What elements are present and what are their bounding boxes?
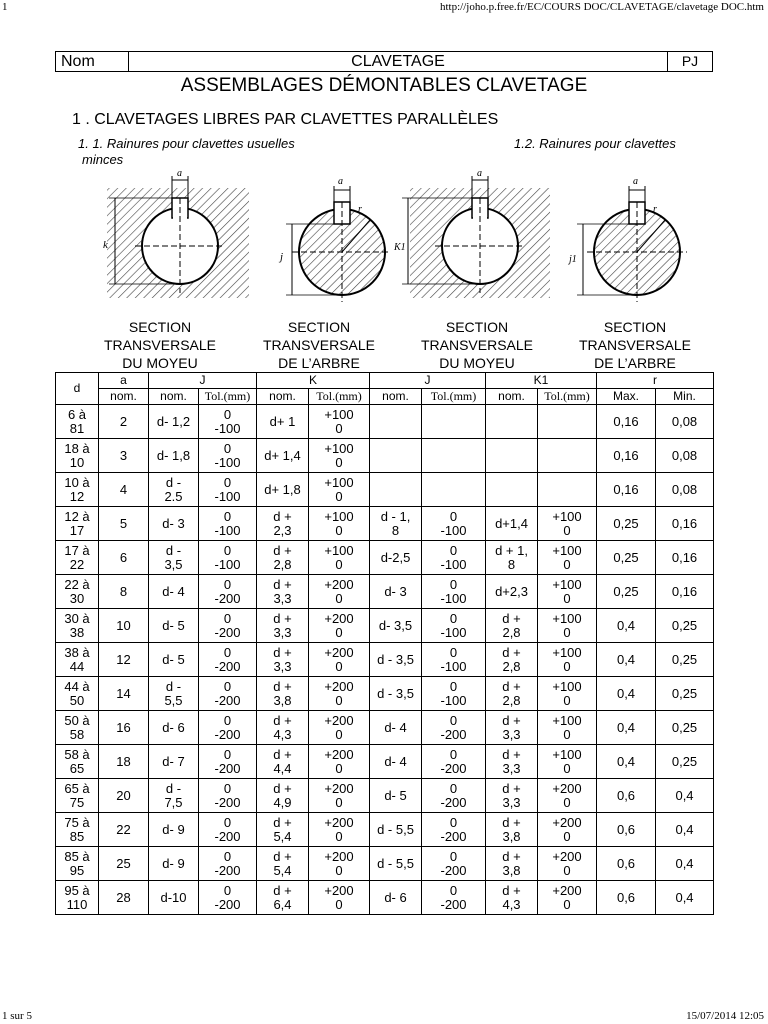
page-count: 1 sur 5 — [2, 1010, 32, 1022]
cell-j-thin-nom — [370, 405, 422, 439]
cell-j-tol: 0 -200 — [199, 643, 257, 677]
cell-j-thin-tol: 0 -100 — [422, 507, 486, 541]
cell-j-tol: 0 -100 — [199, 473, 257, 507]
cell-k1-nom — [486, 473, 538, 507]
cell-k1-nom: d + 3,3 — [486, 745, 538, 779]
cell-d-range: 18 à 10 — [56, 439, 99, 473]
cell-r-max: 0,6 — [597, 779, 656, 813]
table-row — [56, 677, 714, 711]
header-k: K — [257, 373, 370, 389]
cell-k1-tol: +100 0 — [538, 541, 597, 575]
pj-label: PJ — [668, 52, 713, 72]
cell-k1-nom: d+2,3 — [486, 575, 538, 609]
caption-shaft-4: SECTION TRANSVERSALE DE L’ARBRE — [578, 319, 692, 371]
cell-j-tol: 0 -100 — [199, 439, 257, 473]
cell-k-nom: d + 6,4 — [257, 881, 309, 915]
cell-j-tol: 0 -200 — [199, 881, 257, 915]
cell-k-tol: +200 0 — [309, 643, 370, 677]
cell-k-tol: +200 0 — [309, 881, 370, 915]
cell-k-nom: d + 3,3 — [257, 575, 309, 609]
cell-j-thin-nom: d - 5,5 — [370, 813, 422, 847]
table-row — [56, 541, 714, 575]
cell-j-thin-tol — [422, 473, 486, 507]
cell-a-nom: 3 — [99, 439, 149, 473]
cell-r-max: 0,16 — [597, 473, 656, 507]
cell-j-thin-nom — [370, 473, 422, 507]
cell-j-tol: 0 -200 — [199, 847, 257, 881]
header-a-nom: nom. — [99, 389, 149, 405]
cell-d-range: 22 à 30 — [56, 575, 99, 609]
cell-k-nom: d + 4,9 — [257, 779, 309, 813]
cell-j-nom: d- 4 — [149, 575, 199, 609]
cell-r-min: 0,4 — [656, 847, 714, 881]
cell-d-range: 50 à 58 — [56, 711, 99, 745]
cell-a-nom: 22 — [99, 813, 149, 847]
subsection-left: 1. 1. Rainures pour clavettes usuelles — [78, 136, 295, 151]
cell-a-nom: 2 — [99, 405, 149, 439]
cell-k-tol: +200 0 — [309, 847, 370, 881]
cell-k1-nom: d + 3,8 — [486, 813, 538, 847]
cell-a-nom: 10 — [99, 609, 149, 643]
cell-r-min: 0,25 — [656, 609, 714, 643]
cell-j-thin-tol: 0 -200 — [422, 745, 486, 779]
header-j: J — [149, 373, 257, 389]
cell-k1-nom: d + 1, 8 — [486, 541, 538, 575]
cell-k1-tol: +100 0 — [538, 745, 597, 779]
cell-r-min: 0,25 — [656, 643, 714, 677]
cell-j-thin-tol: 0 -200 — [422, 711, 486, 745]
cell-r-max: 0,16 — [597, 439, 656, 473]
cell-k1-nom: d + 4,3 — [486, 881, 538, 915]
cell-j-nom: d - 3,5 — [149, 541, 199, 575]
cell-k-tol: +200 0 — [309, 677, 370, 711]
cell-j-thin-tol: 0 -200 — [422, 813, 486, 847]
caption-hub-3: SECTION TRANSVERSALE DU MOYEU — [420, 319, 534, 371]
cell-j-nom: d- 9 — [149, 813, 199, 847]
cell-j-thin-nom: d- 4 — [370, 745, 422, 779]
cell-j-nom: d-10 — [149, 881, 199, 915]
table-row — [56, 813, 714, 847]
cell-j-thin-tol — [422, 405, 486, 439]
header-j-tol: Tol.(mm) — [199, 389, 257, 405]
cell-r-min: 0,25 — [656, 711, 714, 745]
subsection-left-continued: minces — [82, 152, 124, 167]
cell-a-nom: 14 — [99, 677, 149, 711]
document-name: CLAVETAGE — [129, 52, 668, 72]
cell-k-tol: +100 0 — [309, 507, 370, 541]
cell-k1-nom — [486, 439, 538, 473]
header-k1-nom: nom. — [486, 389, 538, 405]
cell-r-max: 0,4 — [597, 609, 656, 643]
hub-section-figure-1 — [95, 168, 255, 308]
cell-r-max: 0,6 — [597, 813, 656, 847]
cell-k-nom: d + 5,4 — [257, 847, 309, 881]
cell-j-thin-nom: d - 3,5 — [370, 677, 422, 711]
header-j-thin-nom: nom. — [370, 389, 422, 405]
cell-j-thin-tol: 0 -100 — [422, 677, 486, 711]
cell-k-tol: +200 0 — [309, 711, 370, 745]
cell-k-nom: d+ 1,4 — [257, 439, 309, 473]
table-row — [56, 779, 714, 813]
cell-j-tol: 0 -200 — [199, 779, 257, 813]
cell-k-nom: d+ 1 — [257, 405, 309, 439]
cell-j-thin-nom: d- 5 — [370, 779, 422, 813]
cell-j-nom: d- 3 — [149, 507, 199, 541]
cell-a-nom: 25 — [99, 847, 149, 881]
cell-d-range: 12 à 17 — [56, 507, 99, 541]
cell-k1-tol: +200 0 — [538, 847, 597, 881]
cell-k1-tol: +100 0 — [538, 507, 597, 541]
cell-k-tol: +100 0 — [309, 473, 370, 507]
cell-r-min: 0,08 — [656, 405, 714, 439]
table-row — [56, 711, 714, 745]
table-row — [56, 643, 714, 677]
cell-j-nom: d- 1,2 — [149, 405, 199, 439]
cell-j-nom: d- 1,8 — [149, 439, 199, 473]
subsection-right: 1.2. Rainures pour clavettes — [514, 136, 676, 151]
page-title: ASSEMBLAGES DÉMONTABLES CLAVETAGE — [180, 75, 588, 96]
cell-k1-tol: +200 0 — [538, 779, 597, 813]
cell-k-nom: d + 2,8 — [257, 541, 309, 575]
dim-a-1: a — [177, 168, 182, 179]
hub-section-figure-3 — [390, 168, 555, 308]
cell-k-nom: d + 3,3 — [257, 643, 309, 677]
cell-d-range: 38 à 44 — [56, 643, 99, 677]
dim-a-2: a — [338, 176, 343, 187]
cell-r-min: 0,16 — [656, 575, 714, 609]
dim-r-2: r — [358, 204, 362, 215]
cell-r-max: 0,25 — [597, 507, 656, 541]
cell-d-range: 95 à 110 — [56, 881, 99, 915]
cell-j-thin-tol: 0 -200 — [422, 881, 486, 915]
table-row — [56, 847, 714, 881]
cell-r-min: 0,4 — [656, 779, 714, 813]
cell-k1-tol — [538, 405, 597, 439]
cell-j-tol: 0 -200 — [199, 677, 257, 711]
cell-k1-nom: d + 3,8 — [486, 847, 538, 881]
cell-k-tol: +200 0 — [309, 779, 370, 813]
cell-k1-tol — [538, 439, 597, 473]
table-row — [56, 881, 714, 915]
dim-a-4: a — [633, 176, 638, 187]
table-row — [56, 473, 714, 507]
header-k1: K1 — [486, 373, 597, 389]
cell-k1-nom — [486, 405, 538, 439]
cell-k1-nom: d+1,4 — [486, 507, 538, 541]
cell-k-nom: d + 4,3 — [257, 711, 309, 745]
cell-r-min: 0,4 — [656, 813, 714, 847]
cell-k1-nom: d + 3,3 — [486, 779, 538, 813]
nom-label: Nom — [56, 52, 129, 72]
cell-d-range: 65 à 75 — [56, 779, 99, 813]
cell-k1-tol: +100 0 — [538, 643, 597, 677]
cell-j-thin-tol: 0 -100 — [422, 609, 486, 643]
cell-r-max: 0,4 — [597, 711, 656, 745]
table-row — [56, 609, 714, 643]
cell-k-nom: d + 3,3 — [257, 609, 309, 643]
cell-j-tol: 0 -200 — [199, 575, 257, 609]
table-row — [56, 745, 714, 779]
cell-k1-tol: +100 0 — [538, 711, 597, 745]
cell-r-min: 0,25 — [656, 677, 714, 711]
dim-k-1: k — [103, 239, 108, 251]
cell-j-thin-nom: d- 6 — [370, 881, 422, 915]
cell-a-nom: 5 — [99, 507, 149, 541]
cell-k-nom: d + 3,8 — [257, 677, 309, 711]
section-title: 1 . CLAVETAGES LIBRES PAR CLAVETTES PARALLÈLES — [72, 111, 499, 128]
cell-j-tol: 0 -200 — [199, 745, 257, 779]
cell-k-tol: +100 0 — [309, 439, 370, 473]
cell-j-nom: d- 9 — [149, 847, 199, 881]
cell-d-range: 75 à 85 — [56, 813, 99, 847]
cell-d-range: 58 à 65 — [56, 745, 99, 779]
header-d: d — [56, 373, 99, 405]
cell-a-nom: 4 — [99, 473, 149, 507]
cell-j-thin-nom: d- 4 — [370, 711, 422, 745]
header-r-max: Max. — [597, 389, 656, 405]
cell-d-range: 10 à 12 — [56, 473, 99, 507]
header-k-tol: Tol.(mm) — [309, 389, 370, 405]
cell-j-nom: d - 5,5 — [149, 677, 199, 711]
cell-k1-nom: d + 2,8 — [486, 609, 538, 643]
table-row — [56, 507, 714, 541]
cell-j-thin-tol: 0 -200 — [422, 779, 486, 813]
header-j-thin: J — [370, 373, 486, 389]
cell-j-nom: d- 5 — [149, 643, 199, 677]
cell-j-thin-nom: d - 5,5 — [370, 847, 422, 881]
cell-k-tol: +200 0 — [309, 813, 370, 847]
caption-hub-1: SECTION TRANSVERSALE DU MOYEU — [103, 319, 217, 371]
cell-k-tol: +100 0 — [309, 405, 370, 439]
cell-j-tol: 0 -100 — [199, 507, 257, 541]
cell-r-max: 0,6 — [597, 847, 656, 881]
cell-r-max: 0,25 — [597, 541, 656, 575]
header-r-min: Min. — [656, 389, 714, 405]
cell-k-nom: d + 4,4 — [257, 745, 309, 779]
cell-k1-tol — [538, 473, 597, 507]
cell-a-nom: 16 — [99, 711, 149, 745]
header-a: a — [99, 373, 149, 389]
cell-d-range: 85 à 95 — [56, 847, 99, 881]
identity-table — [55, 51, 713, 72]
cell-r-min: 0,16 — [656, 507, 714, 541]
cell-k-nom: d + 2,3 — [257, 507, 309, 541]
cell-j-tol: 0 -200 — [199, 813, 257, 847]
cell-d-range: 17 à 22 — [56, 541, 99, 575]
cell-k1-tol: +200 0 — [538, 813, 597, 847]
cell-r-max: 0,4 — [597, 677, 656, 711]
shaft-section-figure-2 — [270, 168, 390, 308]
cell-r-max: 0,4 — [597, 745, 656, 779]
dim-j1-4: j1 — [569, 254, 577, 265]
table-row — [56, 575, 714, 609]
cell-j-thin-nom: d-2,5 — [370, 541, 422, 575]
cell-k1-nom: d + 2,8 — [486, 677, 538, 711]
cell-r-min: 0,16 — [656, 541, 714, 575]
cell-k-nom: d+ 1,8 — [257, 473, 309, 507]
cell-k1-nom: d + 2,8 — [486, 643, 538, 677]
cell-k-tol: +200 0 — [309, 575, 370, 609]
cell-j-tol: 0 -200 — [199, 711, 257, 745]
cell-k-tol: +200 0 — [309, 609, 370, 643]
cell-k1-tol: +100 0 — [538, 575, 597, 609]
cell-j-thin-nom: d - 3,5 — [370, 643, 422, 677]
cell-r-max: 0,25 — [597, 575, 656, 609]
cell-r-min: 0,08 — [656, 439, 714, 473]
cell-j-tol: 0 -100 — [199, 541, 257, 575]
cell-k-tol: +100 0 — [309, 541, 370, 575]
cell-k-tol: +200 0 — [309, 745, 370, 779]
cell-j-thin-nom: d - 1, 8 — [370, 507, 422, 541]
dim-j-2: j — [280, 251, 284, 263]
cell-r-min: 0,08 — [656, 473, 714, 507]
cell-j-thin-tol — [422, 439, 486, 473]
cell-r-max: 0,6 — [597, 881, 656, 915]
page-number: 1 — [2, 1, 8, 13]
cell-j-thin-nom: d- 3,5 — [370, 609, 422, 643]
cell-a-nom: 8 — [99, 575, 149, 609]
cell-k1-tol: +100 0 — [538, 609, 597, 643]
cell-j-tol: 0 -100 — [199, 405, 257, 439]
cell-r-max: 0,16 — [597, 405, 656, 439]
cell-j-nom: d- 7 — [149, 745, 199, 779]
header-j-thin-tol: Tol.(mm) — [422, 389, 486, 405]
table-row — [56, 405, 714, 439]
cell-a-nom: 20 — [99, 779, 149, 813]
print-datetime: 15/07/2014 12:05 — [686, 1010, 764, 1022]
cell-j-thin-tol: 0 -200 — [422, 847, 486, 881]
cell-r-max: 0,4 — [597, 643, 656, 677]
cell-d-range: 30 à 38 — [56, 609, 99, 643]
keyway-dimensions-table — [55, 372, 714, 915]
header-j-nom: nom. — [149, 389, 199, 405]
dim-a-3: a — [477, 168, 482, 179]
cell-j-thin-tol: 0 -100 — [422, 575, 486, 609]
cell-j-thin-tol: 0 -100 — [422, 643, 486, 677]
cell-j-nom: d - 7,5 — [149, 779, 199, 813]
cell-d-range: 44 à 50 — [56, 677, 99, 711]
cell-d-range: 6 à 81 — [56, 405, 99, 439]
shaft-section-figure-4 — [565, 168, 695, 308]
dim-r-4: r — [653, 204, 657, 215]
cell-k1-tol: +100 0 — [538, 677, 597, 711]
cell-a-nom: 18 — [99, 745, 149, 779]
dim-k1-3: K1 — [394, 242, 406, 253]
cell-r-min: 0,4 — [656, 881, 714, 915]
cell-j-thin-nom — [370, 439, 422, 473]
header-r: r — [597, 373, 714, 389]
caption-shaft-2: SECTION TRANSVERSALE DE L’ARBRE — [262, 319, 376, 371]
cell-j-nom: d - 2.5 — [149, 473, 199, 507]
cell-j-thin-tol: 0 -100 — [422, 541, 486, 575]
cell-k1-tol: +200 0 — [538, 881, 597, 915]
table-row — [56, 439, 714, 473]
cell-a-nom: 6 — [99, 541, 149, 575]
cell-a-nom: 28 — [99, 881, 149, 915]
cell-j-thin-nom: d- 3 — [370, 575, 422, 609]
page-url: http://joho.p.free.fr/EC/COURS DOC/CLAVETAGE/clavetage DOC.htm — [440, 1, 764, 13]
cell-a-nom: 12 — [99, 643, 149, 677]
cell-r-min: 0,25 — [656, 745, 714, 779]
cell-k1-nom: d + 3,3 — [486, 711, 538, 745]
header-k-nom: nom. — [257, 389, 309, 405]
cell-j-tol: 0 -200 — [199, 609, 257, 643]
cell-k-nom: d + 5,4 — [257, 813, 309, 847]
cell-j-nom: d- 6 — [149, 711, 199, 745]
header-k1-tol: Tol.(mm) — [538, 389, 597, 405]
cell-j-nom: d- 5 — [149, 609, 199, 643]
